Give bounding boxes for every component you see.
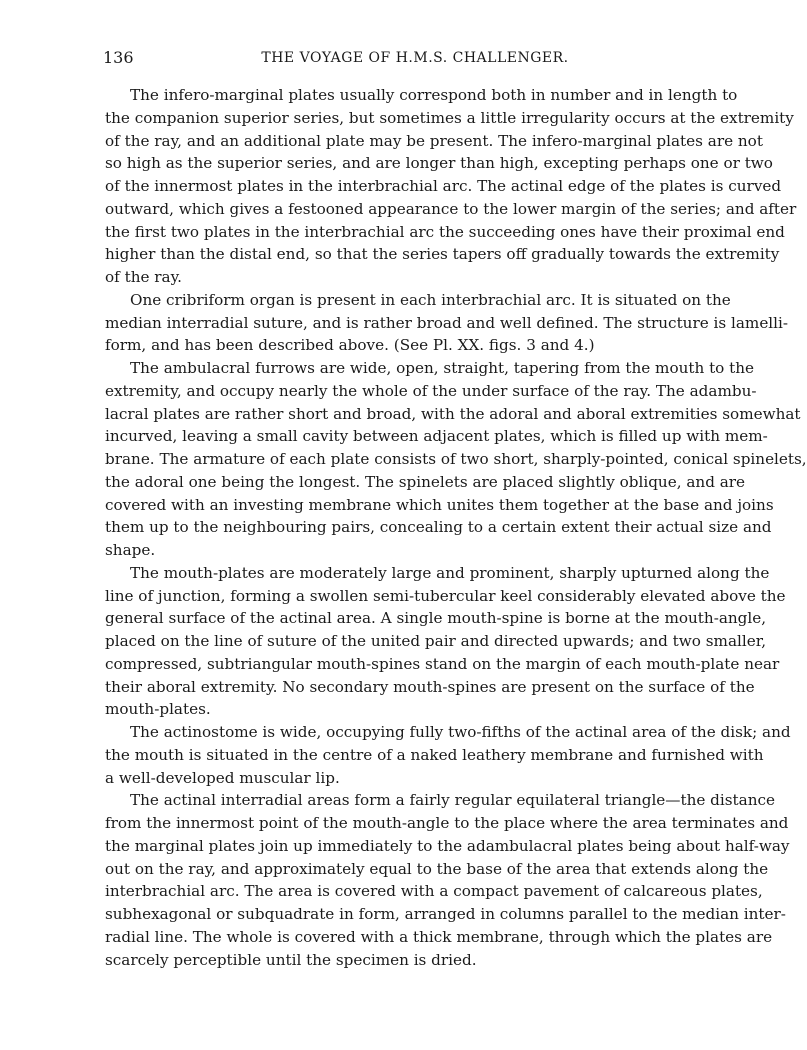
text-line: radial line. The whole is covered with a thick membrane, through which the plates are	[105, 927, 773, 946]
text-line: scarcely perceptible until the specimen is dried.	[105, 950, 477, 969]
text-line: them up to the neighbouring pairs, concealing to a certain extent their actual size and	[105, 518, 772, 537]
text-line: out on the ray, and approximately equal to the base of the area that extends along the	[105, 859, 769, 878]
text-line: the marginal plates join up immediately to the adambulacral plates being about half-way	[105, 836, 790, 855]
paragraph	[105, 357, 807, 562]
text-line: form, and has been described above. (See Pl. XX. figs. 3 and 4.)	[105, 336, 595, 355]
text-line: of the ray.	[105, 268, 182, 286]
text-line: median interradial suture, and is rather broad and well defined. The structure is lamelli-	[105, 313, 789, 332]
text-line: The actinal interradial areas form a fairly regular equilateral triangle—the distance	[130, 791, 775, 810]
text-line: compressed, subtriangular mouth-spines stand on the margin of each mouth-plate near	[105, 654, 780, 673]
text-line: The infero-marginal plates usually correspond both in number and in length to	[130, 86, 738, 104]
text-line: of the innermost plates in the interbrachial arc. The actinal edge of the plates is curved	[105, 177, 782, 195]
text-line: from the innermost point of the mouth-angle to the place where the area terminates and	[105, 814, 789, 832]
text-line: The ambulacral furrows are wide, open, straight, tapering from the mouth to the	[130, 359, 755, 377]
paragraph	[105, 84, 797, 289]
text-line: line of junction, forming a swollen semi-tubercular keel considerably elevated above the	[105, 586, 786, 605]
text-line: of the ray, and an additional plate may be present. The infero-marginal plates are not	[105, 131, 763, 150]
text-line: the companion superior series, but sometimes a little irregularity occurs at the extremity	[105, 108, 794, 127]
text-line: covered with an investing membrane which unites them together at the base and joins	[105, 495, 774, 514]
text-line: so high as the superior series, and are longer than high, excepting perhaps one or two	[105, 154, 773, 173]
text-line: One cribriform organ is present in each interbrachial arc. It is situated on the	[130, 290, 731, 309]
page-number: 136	[103, 48, 134, 67]
text-line: lacral plates are rather short and broad, with the adoral and aboral extremities somewhat	[105, 404, 801, 423]
text-line: the adoral one being the longest. The spinelets are placed slightly oblique, and are	[105, 472, 746, 491]
text-line: interbrachial arc. The area is covered with a compact pavement of calcareous plates,	[105, 882, 763, 901]
page-header	[103, 48, 727, 68]
text-line: placed on the line of suture of the united pair and directed upwards; and two smaller,	[105, 632, 767, 650]
text-line: The actinostome is wide, occupying fully two-fifths of the actinal area of the disk; and	[130, 723, 791, 741]
text-line: general surface of the actinal area. A single mouth-spine is borne at the mouth-angle,	[105, 609, 767, 628]
page-body	[105, 84, 807, 971]
text-line: their aboral extremity. No secondary mouth-spines are present on the surface of the	[105, 677, 755, 696]
paragraph	[105, 562, 786, 721]
paragraph	[105, 289, 789, 357]
text-line: the first two plates in the interbrachial arc the succeeding ones have their proximal end	[105, 222, 785, 241]
text-line: brane. The armature of each plate consists of two short, sharply-pointed, conical spinelets,	[105, 450, 807, 468]
text-line: a well-developed muscular lip.	[105, 768, 340, 787]
text-line: outward, which gives a festooned appearance to the lower margin of the series; and after	[105, 199, 797, 218]
text-line: higher than the distal end, so that the series tapers off gradually towards the extremity	[105, 245, 780, 264]
text-line: The mouth-plates are moderately large and prominent, sharply upturned along the	[130, 563, 770, 582]
text-line: subhexagonal or subquadrate in form, arranged in columns parallel to the median inter-	[105, 905, 786, 923]
text-line: shape.	[105, 541, 156, 559]
text-line: extremity, and occupy nearly the whole of the under surface of the ray. The adambu-	[105, 381, 757, 400]
running-title: THE VOYAGE OF H.M.S. CHALLENGER.	[261, 50, 569, 66]
text-line: the mouth is situated in the centre of a naked leathery membrane and furnished with	[105, 745, 764, 764]
text-line: mouth-plates.	[105, 700, 211, 719]
paragraph	[105, 789, 790, 971]
text-line: incurved, leaving a small cavity between adjacent plates, which is filled up with mem-	[105, 427, 768, 446]
paragraph	[105, 721, 791, 789]
